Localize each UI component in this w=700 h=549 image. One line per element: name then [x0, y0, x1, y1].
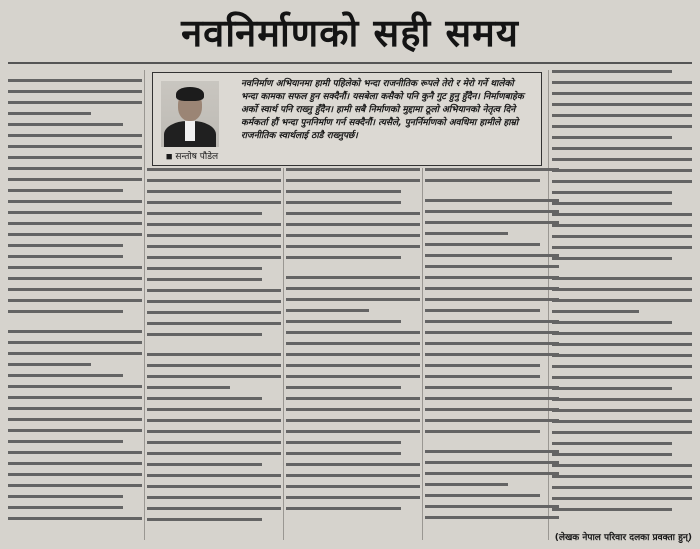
text-line-placeholder [425, 386, 559, 389]
text-line-placeholder [552, 365, 692, 368]
text-line-placeholder [286, 256, 401, 259]
text-line-placeholder [552, 288, 692, 291]
text-line-placeholder [8, 277, 142, 280]
column-separator [283, 168, 284, 540]
text-line-placeholder [286, 364, 420, 367]
text-line-placeholder [8, 79, 142, 82]
text-line-placeholder [552, 202, 672, 205]
text-line-placeholder [147, 375, 281, 378]
text-line-placeholder [425, 168, 559, 171]
text-line-placeholder [552, 486, 692, 489]
text-line-placeholder [552, 213, 692, 216]
text-line-placeholder [425, 331, 559, 334]
text-line-placeholder [147, 496, 281, 499]
text-line-placeholder [147, 507, 281, 510]
text-line-placeholder [8, 90, 142, 93]
body-column-5 [552, 70, 692, 540]
text-line-placeholder [552, 114, 692, 117]
text-line-placeholder [286, 496, 420, 499]
text-line-placeholder [552, 136, 672, 139]
text-line-placeholder [147, 234, 281, 237]
text-line-placeholder [8, 167, 142, 170]
text-line-placeholder [552, 147, 692, 150]
text-line-placeholder [425, 265, 559, 268]
text-line-placeholder [8, 112, 91, 115]
text-line-placeholder [552, 125, 692, 128]
text-line-placeholder [8, 299, 142, 302]
text-line-placeholder [147, 190, 281, 193]
column-separator [422, 168, 423, 540]
text-line-placeholder [8, 363, 91, 366]
text-line-placeholder [425, 221, 559, 224]
text-line-placeholder [552, 257, 672, 260]
text-line-placeholder [286, 190, 401, 193]
text-line-placeholder [425, 254, 559, 257]
text-line-placeholder [425, 441, 559, 442]
text-line-placeholder [147, 353, 281, 356]
text-line-placeholder [286, 463, 420, 466]
column-separator [144, 70, 145, 540]
text-line-placeholder [147, 344, 281, 345]
text-line-placeholder [552, 246, 692, 249]
text-line-placeholder [147, 289, 281, 292]
text-line-placeholder [286, 342, 420, 345]
text-line-placeholder [552, 464, 692, 467]
text-line-placeholder [286, 518, 420, 519]
text-line-placeholder [8, 495, 123, 498]
text-line-placeholder [552, 508, 672, 511]
text-line-placeholder [8, 473, 142, 476]
text-line-placeholder [286, 223, 420, 226]
text-line-placeholder [286, 298, 420, 301]
text-line-placeholder [286, 201, 401, 204]
text-line-placeholder [8, 451, 142, 454]
text-line-placeholder [286, 212, 420, 215]
text-line-placeholder [286, 276, 420, 279]
text-line-placeholder [147, 518, 262, 521]
body-column-4 [425, 168, 559, 540]
text-line-placeholder [552, 310, 639, 313]
text-line-placeholder [425, 210, 559, 213]
text-line-placeholder [552, 398, 692, 401]
text-line-placeholder [147, 168, 281, 171]
text-line-placeholder [425, 276, 559, 279]
text-line-placeholder [8, 352, 142, 355]
text-line-placeholder [147, 256, 281, 259]
text-line-placeholder [425, 342, 559, 345]
text-line-placeholder [286, 419, 420, 422]
header-rule [8, 62, 692, 64]
text-line-placeholder [8, 101, 142, 104]
text-line-placeholder [286, 397, 420, 400]
text-line-placeholder [552, 431, 692, 434]
text-line-placeholder [147, 452, 281, 455]
text-line-placeholder [286, 309, 369, 312]
text-line-placeholder [8, 145, 142, 148]
text-line-placeholder [286, 507, 401, 510]
text-line-placeholder [552, 277, 692, 280]
text-line-placeholder [425, 430, 540, 433]
text-line-placeholder [425, 483, 508, 486]
text-line-placeholder [552, 420, 692, 423]
text-line-placeholder [147, 245, 281, 248]
text-line-placeholder [8, 123, 123, 126]
text-line-placeholder [425, 419, 559, 422]
text-line-placeholder [286, 452, 401, 455]
text-line-placeholder [425, 243, 540, 246]
text-line-placeholder [425, 516, 559, 519]
text-line-placeholder [147, 311, 281, 314]
text-line-placeholder [8, 233, 142, 236]
text-line-placeholder [286, 287, 420, 290]
text-line-placeholder [552, 387, 672, 390]
text-line-placeholder [8, 506, 123, 509]
text-line-placeholder [286, 320, 401, 323]
text-line-placeholder [8, 440, 123, 443]
text-line-placeholder [425, 505, 559, 508]
text-line-placeholder [286, 408, 420, 411]
text-line-placeholder [425, 298, 559, 301]
text-line-placeholder [425, 190, 559, 191]
text-line-placeholder [147, 474, 281, 477]
text-line-placeholder [552, 70, 672, 73]
text-line-placeholder [147, 463, 262, 466]
text-line-placeholder [286, 375, 420, 378]
text-line-placeholder [425, 232, 508, 235]
text-line-placeholder [8, 418, 142, 421]
text-line-placeholder [552, 158, 692, 161]
text-line-placeholder [286, 474, 420, 477]
text-line-placeholder [425, 408, 559, 411]
text-line-placeholder [147, 485, 281, 488]
body-column-3 [286, 168, 420, 540]
text-line-placeholder [8, 200, 142, 203]
text-line-placeholder [552, 442, 672, 445]
text-line-placeholder [425, 450, 559, 453]
text-line-placeholder [8, 189, 123, 192]
text-line-placeholder [286, 441, 401, 444]
text-line-placeholder [147, 441, 281, 444]
text-line-placeholder [147, 212, 262, 215]
text-line-placeholder [552, 224, 692, 227]
text-line-placeholder [8, 429, 142, 432]
pull-quote: नवनिर्माण अभियानमा हामी पहिलेको भन्दा राजनीतिक रूपले तेरो र मेरो गर्ने थालेको भन्दा कामका सफल हुन सक्दैनौं। यसबेला कसैको पनि कुनै गुट हुनु हुँदैन। निर्माणबाहेक अर्को स्वार्थ पनि राख्नु हुँदैन। हामी सबै निर्माणको मुद्दामा ठूलो अभियानको नेतृत्व दिने कर्मकर्ता हौं भन्दा पुननिर्माण गर्न सक्दैनौं। त्यसैले, पुनर्निर्माणको अवधिमा हामीले हाम्रो राजनीतिक स्वार्थलाई ठाडै राख्नुपर्छ। [241, 79, 524, 141]
text-line-placeholder [147, 300, 281, 303]
text-line-placeholder [8, 178, 142, 181]
text-line-placeholder [8, 244, 123, 247]
text-line-placeholder [147, 322, 281, 325]
author-name: सन्तोष पौडेल [175, 152, 219, 162]
text-line-placeholder [425, 494, 540, 497]
text-line-placeholder [425, 375, 540, 378]
text-line-placeholder [425, 309, 540, 312]
text-line-placeholder [8, 330, 142, 333]
article-headline: नवनिर्माणको सही समय [181, 11, 519, 55]
text-line-placeholder [286, 353, 420, 356]
text-line-placeholder [147, 430, 281, 433]
text-line-placeholder [286, 430, 420, 433]
text-line-placeholder [552, 376, 692, 379]
square-bullet-icon: ■ [165, 152, 173, 161]
text-line-placeholder [552, 354, 692, 357]
author-callout-box [152, 72, 542, 166]
text-line-placeholder [147, 278, 262, 281]
body-column-2 [147, 168, 281, 540]
text-line-placeholder [8, 341, 142, 344]
text-line-placeholder [552, 475, 692, 478]
text-line-placeholder [552, 81, 692, 84]
text-line-placeholder [425, 461, 559, 464]
text-line-placeholder [286, 267, 420, 268]
text-line-placeholder [147, 419, 281, 422]
text-line-placeholder [8, 484, 142, 487]
text-line-placeholder [8, 462, 142, 465]
text-line-placeholder [286, 245, 420, 248]
text-line-placeholder [8, 374, 123, 377]
text-line-placeholder [552, 268, 692, 269]
text-line-placeholder [147, 223, 281, 226]
text-line-placeholder [552, 453, 672, 456]
text-line-placeholder [552, 343, 692, 346]
text-line-placeholder [8, 288, 142, 291]
text-line-placeholder [552, 103, 692, 106]
text-line-placeholder [147, 201, 281, 204]
text-line-placeholder [147, 333, 262, 336]
text-line-placeholder [8, 266, 142, 269]
text-line-placeholder [425, 353, 559, 356]
text-line-placeholder [425, 287, 559, 290]
text-line-placeholder [552, 180, 692, 183]
text-line-placeholder [8, 156, 142, 159]
text-line-placeholder [552, 169, 692, 172]
text-line-placeholder [8, 396, 142, 399]
body-column-1 [8, 70, 142, 540]
text-line-placeholder [147, 408, 281, 411]
text-line-placeholder [552, 191, 672, 194]
text-line-placeholder [147, 397, 262, 400]
text-line-placeholder [8, 211, 142, 214]
text-line-placeholder [8, 222, 142, 225]
text-line-placeholder [286, 179, 420, 182]
text-line-placeholder [552, 321, 672, 324]
text-line-placeholder [8, 407, 142, 410]
text-line-placeholder [8, 321, 142, 322]
text-line-placeholder [552, 332, 692, 335]
text-line-placeholder [8, 385, 142, 388]
text-line-placeholder [425, 472, 559, 475]
text-line-placeholder [552, 299, 692, 302]
text-line-placeholder [8, 517, 142, 520]
text-line-placeholder [286, 331, 420, 334]
text-line-placeholder [552, 497, 692, 500]
author-byline [161, 149, 223, 162]
text-line-placeholder [147, 386, 230, 389]
text-line-placeholder [8, 134, 142, 137]
text-line-placeholder [552, 235, 692, 238]
text-line-placeholder [552, 519, 692, 520]
text-line-placeholder [147, 267, 262, 270]
text-line-placeholder [425, 199, 559, 202]
text-line-placeholder [552, 409, 692, 412]
text-line-placeholder [147, 179, 281, 182]
text-line-placeholder [552, 92, 692, 95]
text-line-placeholder [286, 485, 420, 488]
text-line-placeholder [8, 310, 123, 313]
text-line-placeholder [425, 320, 559, 323]
text-line-placeholder [147, 364, 281, 367]
text-line-placeholder [286, 386, 401, 389]
text-line-placeholder [425, 397, 559, 400]
text-line-placeholder [425, 179, 540, 182]
text-line-placeholder [425, 364, 540, 367]
text-line-placeholder [8, 255, 123, 258]
text-line-placeholder [8, 70, 142, 71]
text-line-placeholder [286, 168, 420, 171]
author-photo [161, 81, 219, 147]
text-line-placeholder [286, 234, 420, 237]
author-credit: (लेखक नेपाल परिवार दलका प्रवक्ता हुन्) [554, 533, 692, 543]
